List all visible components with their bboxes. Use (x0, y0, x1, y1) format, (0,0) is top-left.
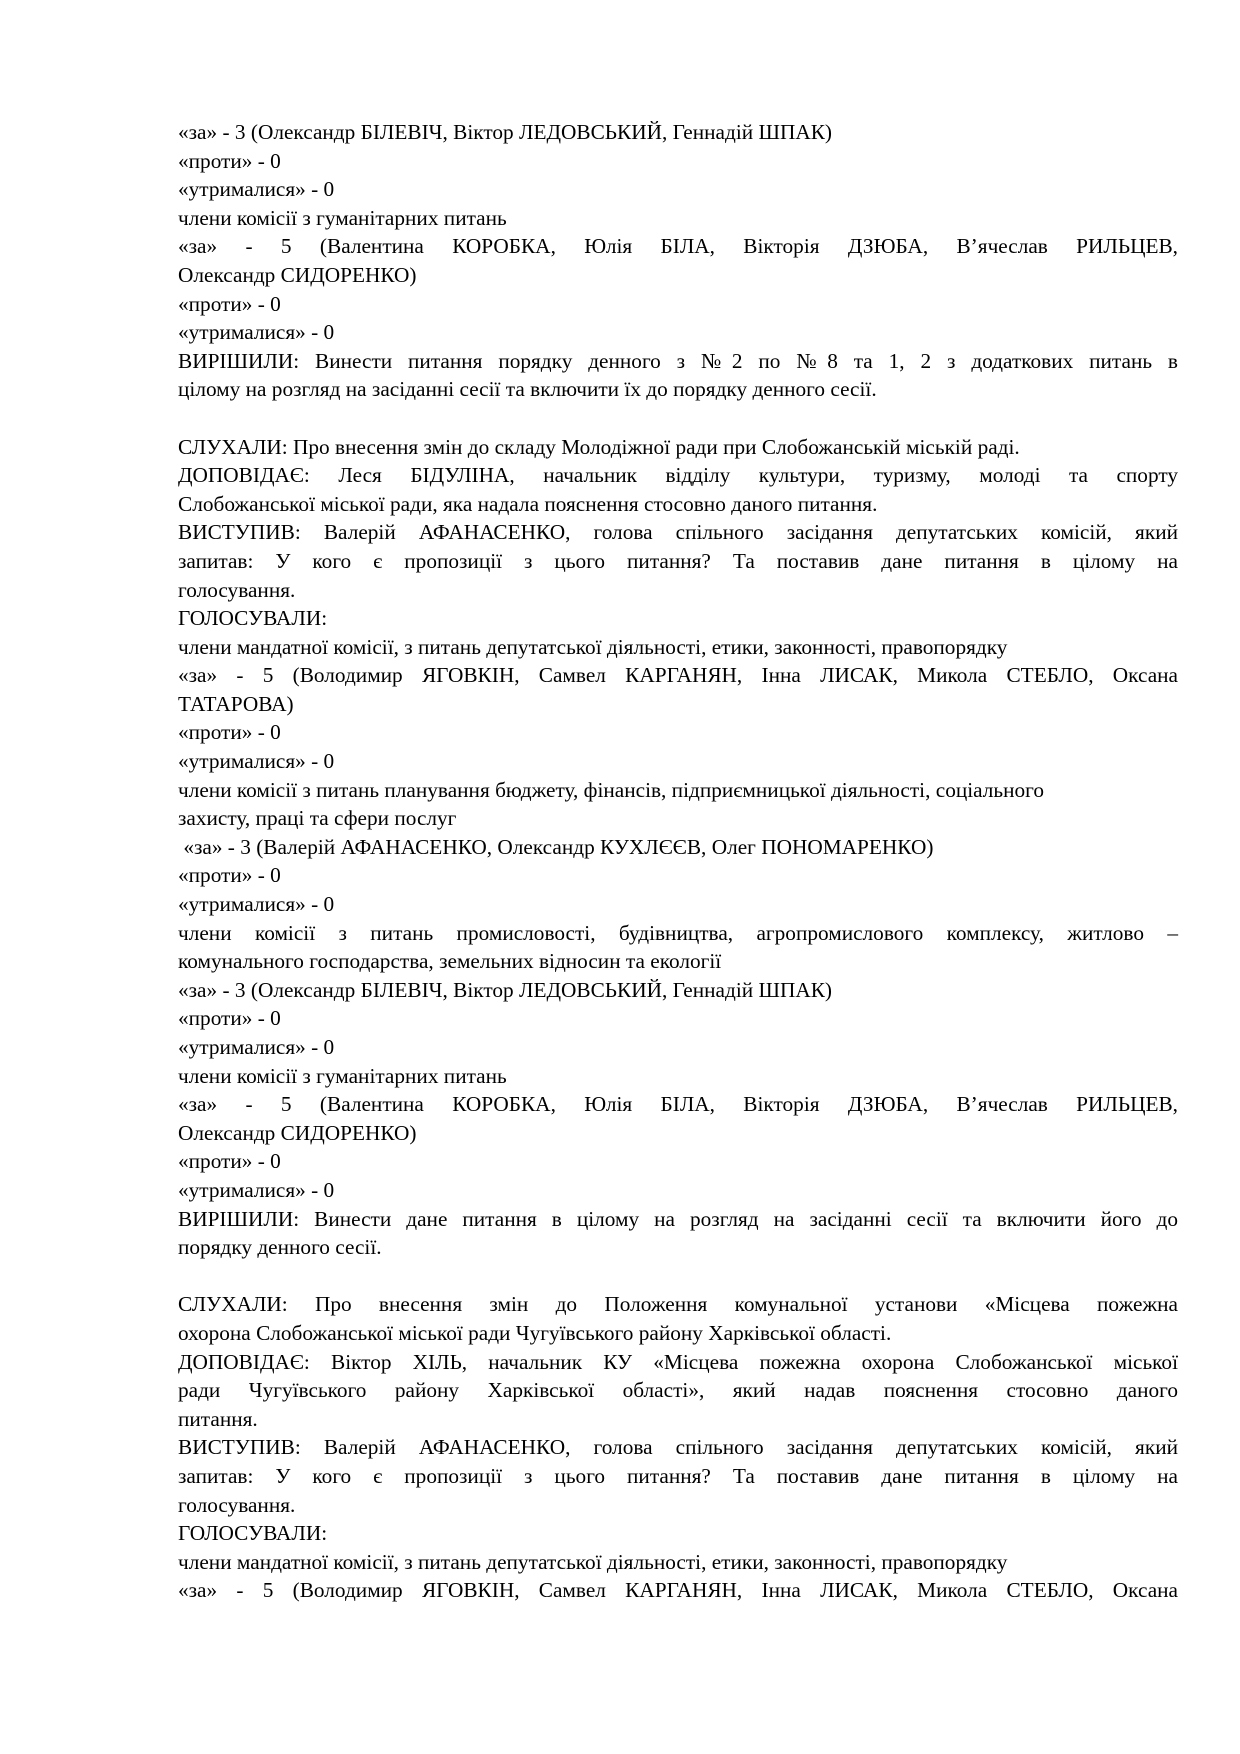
text-line: «проти» - 0 (178, 291, 281, 316)
text-line: ради Чугуївського району Харківської області», який надав пояснення стосовно даного (178, 1378, 1178, 1403)
text-line: захисту, праці та сфери послуг (178, 806, 457, 831)
text-line: Олександр СИДОРЕНКО) (178, 262, 417, 287)
text-line: «за» - 3 (Валерій АФАНАСЕНКО, Олександр КУХЛЄЄВ, Олег ПОНОМАРЕНКО) (178, 834, 934, 859)
text-line: СЛУХАЛИ: Про внесення змін до Положення комунальної установи «Місцева пожежна (178, 1292, 1178, 1317)
document-page (178, 118, 1178, 1605)
text-line: «проти» - 0 (178, 1149, 281, 1174)
text-line: «утрималися» - 0 (178, 320, 335, 345)
text-line: «проти» - 0 (178, 1006, 281, 1031)
text-line: Олександр СИДОРЕНКО) (178, 1120, 417, 1145)
text-line: «за» - 5 (Валентина КОРОБКА, Юлія БІЛА, Вікторія ДЗЮБА, В’ячеслав РИЛЬЦЕВ, (178, 1092, 1178, 1117)
text-line: ДОПОВІДАЄ: Леся БІДУЛІНА, начальник відділу культури, туризму, молоді та спорту (178, 463, 1178, 488)
text-line: ВИСТУПИВ: Валерій АФАНАСЕНКО, голова спільного засідання депутатських комісій, який (178, 1435, 1178, 1460)
text-line: члени комісії з питань промисловості, будівництва, агропромислового комплексу, житлово – (178, 920, 1178, 945)
text-line: СЛУХАЛИ: Про внесення змін до складу Молодіжної ради при Слобожанській міській раді. (178, 434, 1020, 459)
text-line: ГОЛОСУВАЛИ: (178, 1521, 328, 1546)
text-line: «утрималися» - 0 (178, 749, 335, 774)
text-line: ВИРІШИЛИ: Винести дане питання в цілому на розгляд на засіданні сесії та включити його до (178, 1206, 1178, 1231)
text-line: ДОПОВІДАЄ: Віктор ХІЛЬ, начальник КУ «Місцева пожежна охорона Слобожанської міської (178, 1349, 1178, 1374)
text-line: члени мандатної комісії, з питань депутатської діяльності, етики, законності, правопорядку (178, 634, 1008, 659)
text-line: охорона Слобожанської міської ради Чугуївського району Харківської області. (178, 1320, 892, 1345)
text-line: питання. (178, 1406, 258, 1431)
text-line: члени мандатної комісії, з питань депутатської діяльності, етики, законності, правопорядку (178, 1549, 1008, 1574)
text-line: «утрималися» - 0 (178, 1035, 335, 1059)
text-line: «утрималися» - 0 (178, 177, 335, 202)
text-line: ГОЛОСУВАЛИ: (178, 606, 328, 631)
text-line: ТАТАРОВА) (178, 691, 294, 716)
text-line: «за» - 3 (Олександр БІЛЕВІЧ, Віктор ЛЕДОВСЬКИЙ, Геннадій ШПАК) (178, 977, 833, 1002)
text-line: «за» - 5 (Володимир ЯГОВКІН, Самвел КАРГАНЯН, Інна ЛИСАК, Микола СТЕБЛО, Оксана (178, 1578, 1178, 1603)
text-line: «проти» - 0 (178, 720, 281, 745)
text-line: «за» - 3 (Олександр БІЛЕВІЧ, Віктор ЛЕДОВСЬКИЙ, Геннадій ШПАК) (178, 120, 833, 144)
text-line: голосування. (178, 577, 296, 602)
text-line: «за» - 5 (Валентина КОРОБКА, Юлія БІЛА, Вікторія ДЗЮБА, В’ячеслав РИЛЬЦЕВ, (178, 234, 1178, 259)
text-line: запитав: У кого є пропозиції з цього питання? Та поставив дане питання в цілому на (178, 548, 1178, 573)
text-line: ВИРІШИЛИ: Винести питання порядку денного з №2 по №8 та 1, 2 з додаткових питань в (178, 348, 1178, 373)
paragraph-gap (178, 1262, 1178, 1291)
text-line: «проти» - 0 (178, 148, 281, 173)
text-line: члени комісії з питань планування бюджету, фінансів, підприємницької діяльності, соціального (178, 777, 1045, 802)
text-line: комунального господарства, земельних відносин та екології (178, 949, 722, 974)
text-line: члени комісії з гуманітарних питань (178, 1063, 507, 1088)
text-line: «за» - 5 (Володимир ЯГОВКІН, Самвел КАРГАНЯН, Інна ЛИСАК, Микола СТЕБЛО, Оксана (178, 663, 1178, 688)
text-line: Слобожанської міської ради, яка надала пояснення стосовно даного питання. (178, 491, 878, 516)
text-line: «проти» - 0 (178, 863, 281, 888)
text-line: «утрималися» - 0 (178, 892, 335, 917)
text-line: «утрималися» - 0 (178, 1177, 335, 1202)
text-line: ВИСТУПИВ: Валерій АФАНАСЕНКО, голова спільного засідання депутатських комісій, який (178, 520, 1178, 545)
text-line: члени комісії з гуманітарних питань (178, 205, 507, 230)
text-line: порядку денного сесії. (178, 1235, 382, 1260)
text-line: голосування. (178, 1492, 296, 1517)
text-line: запитав: У кого є пропозиції з цього питання? Та поставив дане питання в цілому на (178, 1463, 1178, 1488)
text-line: цілому на розгляд на засіданні сесії та включити їх до порядку денного сесії. (178, 377, 877, 402)
paragraph-gap (178, 404, 1178, 433)
